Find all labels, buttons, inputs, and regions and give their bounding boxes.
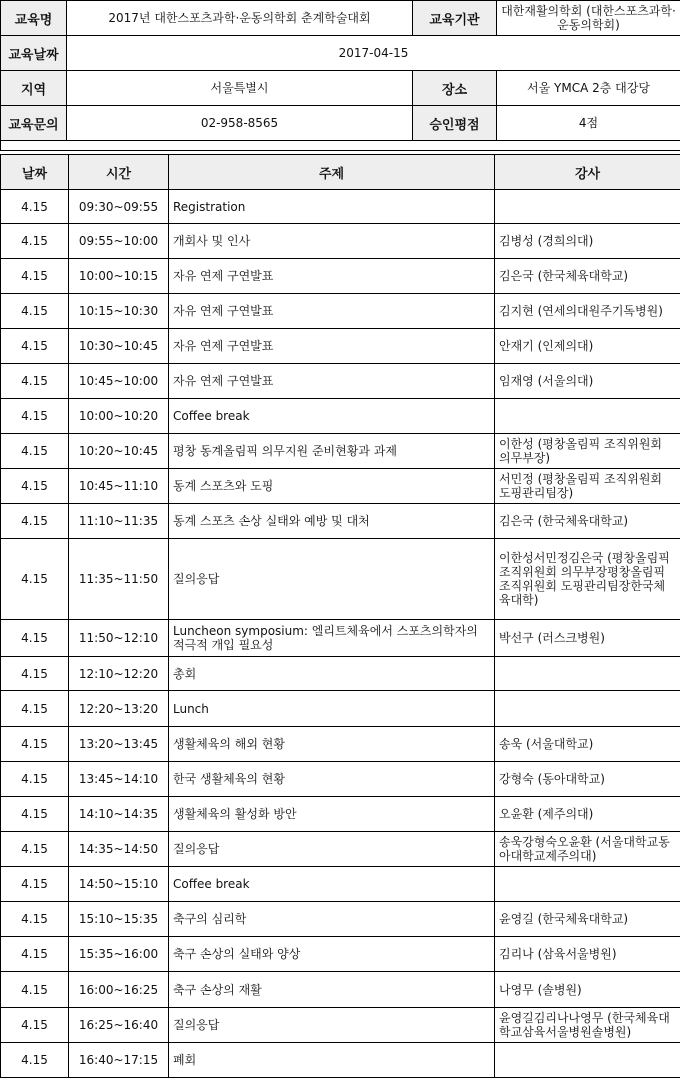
topic-cell: Registration bbox=[169, 190, 495, 224]
time-cell: 12:10~12:20 bbox=[69, 657, 169, 691]
schedule-row bbox=[1, 902, 680, 937]
time-cell: 10:45~10:00 bbox=[69, 364, 169, 399]
time-column-header: 시간 bbox=[69, 155, 169, 190]
region-row bbox=[1, 71, 680, 106]
contact-value: 02-958-8565 bbox=[67, 106, 413, 141]
region-value: 서울특별시 bbox=[67, 71, 413, 106]
venue-value: 서울 YMCA 2층 대강당 bbox=[497, 71, 680, 106]
topic-cell: 질의응답 bbox=[169, 539, 495, 620]
schedule-row bbox=[1, 294, 680, 329]
speaker-cell: 서민정 (평창올림픽 조직위원회 도핑관리팀장) bbox=[495, 469, 680, 504]
contact-row bbox=[1, 106, 680, 141]
date-cell: 4.15 bbox=[1, 972, 69, 1008]
course-name-label: 교육명 bbox=[1, 1, 67, 36]
date-cell: 4.15 bbox=[1, 620, 69, 657]
schedule-row bbox=[1, 539, 680, 620]
time-cell: 12:20~13:20 bbox=[69, 691, 169, 727]
topic-cell: 질의응답 bbox=[169, 832, 495, 867]
date-cell: 4.15 bbox=[1, 832, 69, 867]
speaker-cell: 윤영길 (한국체육대학교) bbox=[495, 902, 680, 937]
date-cell: 4.15 bbox=[1, 727, 69, 762]
speaker-cell: 이한성서민정김은국 (평창올림픽 조직위원회 의무부장평창올림픽 조직위원회 도핑관리팀장한국체육대학) bbox=[495, 539, 680, 620]
topic-cell: 동계 스포츠와 도핑 bbox=[169, 469, 495, 504]
region-label: 지역 bbox=[1, 71, 67, 106]
time-cell: 10:45~11:10 bbox=[69, 469, 169, 504]
contact-label: 교육문의 bbox=[1, 106, 67, 141]
date-column-header: 날짜 bbox=[1, 155, 69, 190]
date-cell: 4.15 bbox=[1, 1008, 69, 1043]
time-cell: 09:55~10:00 bbox=[69, 224, 169, 259]
schedule-row bbox=[1, 972, 680, 1008]
speaker-cell: 이한성 (평창올림픽 조직위원회 의무부장) bbox=[495, 434, 680, 469]
schedule-table bbox=[0, 154, 680, 1078]
schedule-row bbox=[1, 1043, 680, 1078]
speaker-cell: 김은국 (한국체육대학교) bbox=[495, 504, 680, 539]
time-cell: 16:00~16:25 bbox=[69, 972, 169, 1008]
schedule-row bbox=[1, 190, 680, 224]
speaker-cell bbox=[495, 657, 680, 691]
speaker-cell: 강형숙 (동아대학교) bbox=[495, 762, 680, 797]
topic-cell: Coffee break bbox=[169, 867, 495, 902]
topic-column-header: 주제 bbox=[169, 155, 495, 190]
topic-cell: 자유 연제 구연발표 bbox=[169, 329, 495, 364]
speaker-cell: 김지현 (연세의대원주기독병원) bbox=[495, 294, 680, 329]
time-cell: 10:20~10:45 bbox=[69, 434, 169, 469]
topic-cell: 생활체육의 활성화 방안 bbox=[169, 797, 495, 832]
topic-cell: 한국 생활체육의 현황 bbox=[169, 762, 495, 797]
speaker-column-header: 강사 bbox=[495, 155, 680, 190]
speaker-cell: 김리나 (삼육서울병원) bbox=[495, 937, 680, 972]
speaker-cell: 임재영 (서울의대) bbox=[495, 364, 680, 399]
course-date-label: 교육날짜 bbox=[1, 36, 67, 71]
schedule-row bbox=[1, 691, 680, 727]
topic-cell: 폐회 bbox=[169, 1043, 495, 1078]
institution-value: 대한재활의학회 (대한스포츠과학·운동의학회) bbox=[497, 1, 680, 36]
time-cell: 10:00~10:15 bbox=[69, 259, 169, 294]
speaker-cell bbox=[495, 190, 680, 224]
date-cell: 4.15 bbox=[1, 469, 69, 504]
course-info-table bbox=[0, 0, 680, 151]
date-cell: 4.15 bbox=[1, 434, 69, 469]
topic-cell: 자유 연제 구연발표 bbox=[169, 259, 495, 294]
schedule-row bbox=[1, 832, 680, 867]
date-cell: 4.15 bbox=[1, 867, 69, 902]
course-date-row bbox=[1, 36, 680, 71]
schedule-row bbox=[1, 364, 680, 399]
date-cell: 4.15 bbox=[1, 902, 69, 937]
spacer-row bbox=[1, 141, 680, 151]
course-name-value: 2017년 대한스포츠과학·운동의학회 춘계학술대회 bbox=[67, 1, 413, 36]
date-cell: 4.15 bbox=[1, 797, 69, 832]
schedule-row bbox=[1, 259, 680, 294]
speaker-cell: 나영무 (솔병원) bbox=[495, 972, 680, 1008]
time-cell: 13:45~14:10 bbox=[69, 762, 169, 797]
topic-cell: 생활체육의 해외 현황 bbox=[169, 727, 495, 762]
date-cell: 4.15 bbox=[1, 329, 69, 364]
time-cell: 15:10~15:35 bbox=[69, 902, 169, 937]
schedule-body bbox=[1, 190, 680, 1078]
speaker-cell: 김은국 (한국체육대학교) bbox=[495, 259, 680, 294]
topic-cell: Luncheon symposium: 엘리트체육에서 스포츠의학자의 적극적 개입 필요성 bbox=[169, 620, 495, 657]
time-cell: 14:50~15:10 bbox=[69, 867, 169, 902]
topic-cell: 평창 동계올림픽 의무지원 준비현황과 과제 bbox=[169, 434, 495, 469]
time-cell: 11:50~12:10 bbox=[69, 620, 169, 657]
speaker-cell: 송욱강형숙오윤환 (서울대학교동아대학교제주의대) bbox=[495, 832, 680, 867]
topic-cell: 자유 연제 구연발표 bbox=[169, 364, 495, 399]
date-cell: 4.15 bbox=[1, 1043, 69, 1078]
spacer-cell bbox=[1, 141, 680, 151]
time-cell: 10:15~10:30 bbox=[69, 294, 169, 329]
time-cell: 14:35~14:50 bbox=[69, 832, 169, 867]
speaker-cell bbox=[495, 691, 680, 727]
schedule-row bbox=[1, 867, 680, 902]
topic-cell: 축구의 심리학 bbox=[169, 902, 495, 937]
schedule-row bbox=[1, 762, 680, 797]
speaker-cell bbox=[495, 399, 680, 434]
date-cell: 4.15 bbox=[1, 259, 69, 294]
date-cell: 4.15 bbox=[1, 539, 69, 620]
date-cell: 4.15 bbox=[1, 294, 69, 329]
schedule-row bbox=[1, 224, 680, 259]
topic-cell: Coffee break bbox=[169, 399, 495, 434]
schedule-row bbox=[1, 727, 680, 762]
speaker-cell: 박선구 (러스크병원) bbox=[495, 620, 680, 657]
speaker-cell: 김병성 (경희의대) bbox=[495, 224, 680, 259]
time-cell: 11:35~11:50 bbox=[69, 539, 169, 620]
date-cell: 4.15 bbox=[1, 364, 69, 399]
time-cell: 16:40~17:15 bbox=[69, 1043, 169, 1078]
date-cell: 4.15 bbox=[1, 504, 69, 539]
topic-cell: 축구 손상의 실태와 양상 bbox=[169, 937, 495, 972]
topic-cell: 자유 연제 구연발표 bbox=[169, 294, 495, 329]
time-cell: 10:30~10:45 bbox=[69, 329, 169, 364]
topic-cell: Lunch bbox=[169, 691, 495, 727]
speaker-cell: 오윤환 (제주의대) bbox=[495, 797, 680, 832]
time-cell: 13:20~13:45 bbox=[69, 727, 169, 762]
schedule-row bbox=[1, 657, 680, 691]
time-cell: 14:10~14:35 bbox=[69, 797, 169, 832]
schedule-row bbox=[1, 329, 680, 364]
topic-cell: 개회사 및 인사 bbox=[169, 224, 495, 259]
topic-cell: 축구 손상의 재활 bbox=[169, 972, 495, 1008]
topic-cell: 질의응답 bbox=[169, 1008, 495, 1043]
date-cell: 4.15 bbox=[1, 762, 69, 797]
schedule-row bbox=[1, 434, 680, 469]
date-cell: 4.15 bbox=[1, 691, 69, 727]
course-date-value: 2017-04-15 bbox=[67, 36, 680, 71]
speaker-cell: 윤영길김리나나영무 (한국체육대학교삼육서울병원솔병원) bbox=[495, 1008, 680, 1043]
speaker-cell: 안재기 (인제의대) bbox=[495, 329, 680, 364]
schedule-row bbox=[1, 469, 680, 504]
schedule-row bbox=[1, 620, 680, 657]
time-cell: 10:00~10:20 bbox=[69, 399, 169, 434]
date-cell: 4.15 bbox=[1, 224, 69, 259]
course-name-row bbox=[1, 1, 680, 36]
schedule-row bbox=[1, 504, 680, 539]
schedule-row bbox=[1, 797, 680, 832]
time-cell: 11:10~11:35 bbox=[69, 504, 169, 539]
time-cell: 15:35~16:00 bbox=[69, 937, 169, 972]
institution-label: 교육기관 bbox=[413, 1, 497, 36]
date-cell: 4.15 bbox=[1, 399, 69, 434]
topic-cell: 동계 스포츠 손상 실태와 예방 및 대처 bbox=[169, 504, 495, 539]
venue-label: 장소 bbox=[413, 71, 497, 106]
speaker-cell: 송욱 (서울대학교) bbox=[495, 727, 680, 762]
credits-value: 4점 bbox=[497, 106, 680, 141]
time-cell: 09:30~09:55 bbox=[69, 190, 169, 224]
schedule-header-row bbox=[1, 155, 680, 190]
schedule-row bbox=[1, 1008, 680, 1043]
date-cell: 4.15 bbox=[1, 937, 69, 972]
credits-label: 승인평점 bbox=[413, 106, 497, 141]
schedule-row bbox=[1, 937, 680, 972]
speaker-cell bbox=[495, 1043, 680, 1078]
date-cell: 4.15 bbox=[1, 190, 69, 224]
topic-cell: 총회 bbox=[169, 657, 495, 691]
time-cell: 16:25~16:40 bbox=[69, 1008, 169, 1043]
schedule-row bbox=[1, 399, 680, 434]
date-cell: 4.15 bbox=[1, 657, 69, 691]
speaker-cell bbox=[495, 867, 680, 902]
